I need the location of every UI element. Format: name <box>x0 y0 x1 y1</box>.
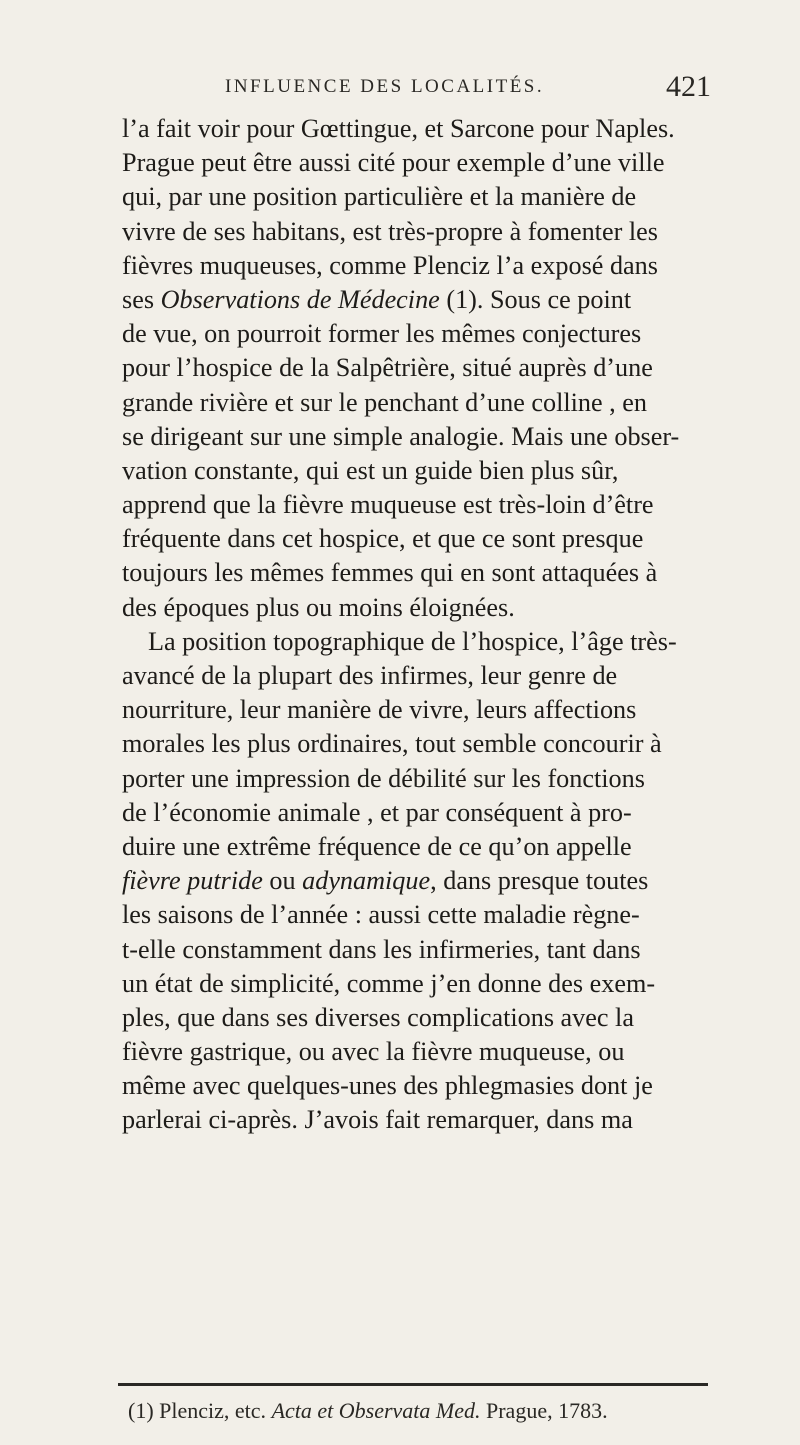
body-text <box>122 112 710 1138</box>
text-line: parlerai ci-après. J’avois fait remarquer, dans ma <box>122 1105 633 1135</box>
text-line: grande rivière et sur le penchant d’une colline , en <box>122 387 647 417</box>
page-header <box>0 70 800 110</box>
text-line: des époques plus ou moins éloignées. <box>122 592 515 622</box>
footnote-rest: Prague, 1783. <box>480 1398 608 1423</box>
text-line: apprend que la fièvre muqueuse est très-loin d’être <box>122 490 654 520</box>
text-line: fièvres muqueuses, comme Plenciz l’a exposé dans <box>122 250 658 280</box>
text-line: porter une impression de débilité sur les fonctions <box>122 763 645 793</box>
text-line: de l’économie animale , et par conséquent à pro- <box>122 797 632 827</box>
text-line <box>122 283 710 317</box>
page-number: 421 <box>666 70 711 103</box>
text-line: l’a fait voir pour Gœttingue, et Sarcone pour Naples. <box>122 114 675 143</box>
text-segment: , dans presque toutes <box>430 866 649 896</box>
text-line: fièvre gastrique, ou avec la fièvre muqueuse, ou <box>122 1037 625 1067</box>
text-line: de vue, on pourroit former les mêmes conjectures <box>122 319 642 349</box>
footnote <box>128 1398 718 1424</box>
italic-term: fièvre putride <box>122 866 263 896</box>
italic-title: Observations de Médecine <box>160 284 440 314</box>
text-segment: (1). Sous ce point <box>439 284 632 314</box>
text-line: vation constante, qui est un guide bien plus sûr, <box>122 455 619 485</box>
text-segment: ou <box>262 866 303 896</box>
text-line: duire une extrême fréquence de ce qu’on appelle <box>122 831 632 861</box>
text-line: se dirigeant sur une simple analogie. Mais une obser- <box>122 421 680 451</box>
footnote-rule <box>118 1383 708 1386</box>
text-line: Prague peut être aussi cité pour exemple d’une ville <box>122 148 665 178</box>
footnote-italic-title: Acta et Observata Med. <box>271 1398 481 1423</box>
text-line: qui, par une position particulière et la manière de <box>122 182 637 212</box>
text-line: ples, que dans ses diverses complications avec la <box>122 1002 634 1032</box>
text-line: les saisons de l’année : aussi cette maladie règne- <box>122 900 640 930</box>
text-line: vivre de ses habitans, est très-propre à fomenter les <box>122 216 658 246</box>
text-line: toujours les mêmes femmes qui en sont attaquées à <box>122 558 658 588</box>
italic-term: adynamique <box>302 866 431 896</box>
text-line: nourriture, leur manière de vivre, leurs affections <box>122 695 637 725</box>
running-title: INFLUENCE DES LOCALITÉS. <box>225 76 545 97</box>
text-segment: ses <box>122 284 161 314</box>
text-line: fréquente dans cet hospice, et que ce sont presque <box>122 524 644 554</box>
text-line: avancé de la plupart des infirmes, leur genre de <box>122 661 618 690</box>
text-line: t-elle constamment dans les infirmeries, tant dans <box>122 934 641 964</box>
paragraph-first-line: La position topographique de l’hospice, l’âge très- <box>148 626 677 656</box>
text-line: pour l’hospice de la Salpêtrière, situé auprès d’une <box>122 353 653 383</box>
text-line <box>122 864 710 898</box>
text-line: un état de simplicité, comme j’en donne des exem- <box>122 968 656 998</box>
text-line: même avec quelques-unes des phlegmasies dont je <box>122 1071 653 1101</box>
footnote-marker: (1) Plenciz, etc. <box>128 1398 272 1423</box>
text-line: morales les plus ordinaires, tout semble concourir à <box>122 729 662 759</box>
